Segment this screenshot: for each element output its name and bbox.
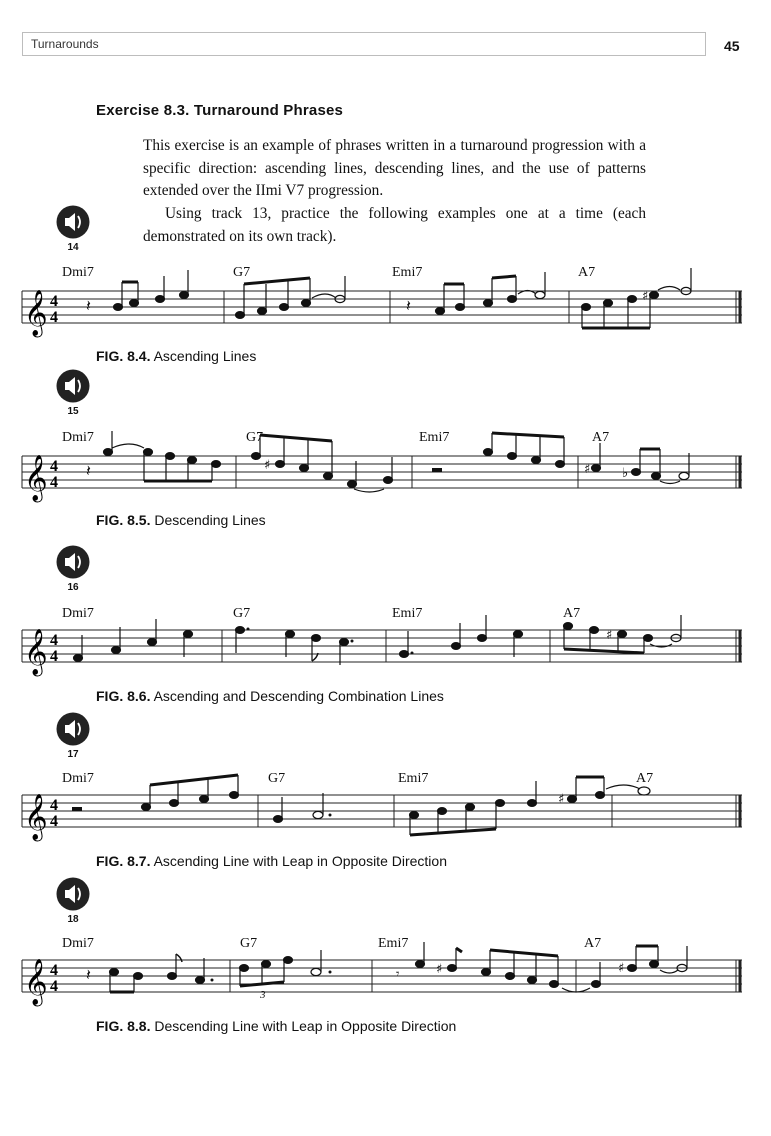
chord-symbol: A7: [592, 430, 610, 445]
chord-symbol: A7: [563, 606, 581, 621]
svg-text:♯: ♯: [436, 962, 443, 977]
figure-caption: [96, 688, 444, 704]
time-signature-bottom: 4: [50, 648, 58, 665]
time-signature-bottom: 4: [50, 309, 58, 326]
figure-caption: [96, 853, 447, 869]
svg-text:♯: ♯: [584, 462, 591, 477]
exercise-name: Turnaround Phrases: [193, 102, 344, 119]
figure-title: Ascending and Descending Combination Lines: [153, 688, 444, 704]
header-title: Turnarounds: [31, 37, 99, 51]
svg-text:♭: ♭: [622, 466, 629, 481]
svg-text:𝄽: 𝄽: [406, 296, 411, 315]
svg-text:♯: ♯: [618, 961, 625, 976]
figure-caption: [96, 1018, 456, 1034]
figure-title: Ascending Line with Leap in Opposite Direction: [153, 853, 447, 869]
chord-symbol: G7: [268, 771, 286, 786]
svg-text:𝄾: 𝄾: [396, 967, 400, 982]
time-signature-bottom: 4: [50, 978, 58, 995]
track-number: 15: [67, 406, 79, 417]
speaker-icon[interactable]: [56, 369, 90, 403]
speaker-icon[interactable]: [56, 877, 90, 911]
chord-symbol: G7: [233, 265, 251, 280]
treble-clef-icon: 𝄞: [24, 794, 48, 840]
treble-clef-icon: 𝄞: [24, 629, 48, 675]
svg-text:𝄽: 𝄽: [86, 965, 91, 984]
figure-number: FIG. 8.4.: [96, 348, 151, 364]
chord-symbol: A7: [584, 936, 602, 951]
chord-symbol: Dmi7: [62, 430, 94, 445]
chord-symbol: Emi7: [392, 606, 423, 621]
figure-number: FIG. 8.8.: [96, 1018, 151, 1034]
figure-caption: [96, 348, 256, 364]
chord-symbol: A7: [578, 265, 596, 280]
treble-clef-icon: 𝄞: [24, 455, 48, 501]
chord-symbol: G7: [246, 430, 264, 445]
chord-symbol: Emi7: [392, 265, 423, 280]
speaker-icon[interactable]: [56, 205, 90, 239]
chord-symbol: Emi7: [419, 430, 450, 445]
track-number: 16: [67, 582, 79, 593]
track-number: 17: [67, 749, 79, 760]
svg-text:♯: ♯: [558, 792, 565, 807]
track-number: 18: [67, 914, 79, 925]
speaker-icon[interactable]: [56, 712, 90, 746]
page-number: 45: [724, 38, 740, 54]
running-header: [22, 32, 706, 56]
time-signature-top: 4: [50, 962, 58, 979]
treble-clef-icon: 𝄞: [24, 959, 48, 1005]
exercise-title: [96, 102, 343, 119]
exercise-paragraph-1: This exercise is an example of phrases written in a turnaround progression with a specific direction: ascending lines, descending lines, and the use of patterns extended over the IImi V7 progression.: [143, 137, 646, 199]
time-signature-bottom: 4: [50, 813, 58, 830]
time-signature-top: 4: [50, 797, 58, 814]
figure-title: Descending Line with Leap in Opposite Direction: [154, 1018, 457, 1034]
chord-symbol: Emi7: [378, 936, 409, 951]
chord-symbol: Dmi7: [62, 606, 94, 621]
figure-number: FIG. 8.7.: [96, 853, 151, 869]
exercise-paragraph-2: Using track 13, practice the following examples one at a time (each demonstrated on its own track).: [143, 205, 646, 245]
chord-symbol: G7: [240, 936, 258, 951]
svg-text:♯: ♯: [606, 628, 613, 643]
figure-title: Ascending Lines: [153, 348, 257, 364]
chord-symbol: Dmi7: [62, 265, 94, 280]
figure-number: FIG. 8.6.: [96, 688, 151, 704]
time-signature-bottom: 4: [50, 474, 58, 491]
exercise-number: Exercise 8.3.: [96, 102, 190, 119]
time-signature-top: 4: [50, 632, 58, 649]
chord-symbol: Dmi7: [62, 936, 94, 951]
chord-symbol: A7: [636, 771, 654, 786]
speaker-icon[interactable]: [56, 545, 90, 579]
svg-text:𝄽: 𝄽: [86, 296, 91, 315]
chord-symbol: Emi7: [398, 771, 429, 786]
figure-number: FIG. 8.5.: [96, 512, 151, 528]
triplet-marker: 3: [260, 989, 266, 1001]
chord-symbol: G7: [233, 606, 251, 621]
treble-clef-icon: 𝄞: [24, 290, 48, 336]
figure-caption: [96, 512, 266, 528]
svg-text:♯: ♯: [642, 289, 649, 304]
chord-symbol: Dmi7: [62, 771, 94, 786]
time-signature-top: 4: [50, 293, 58, 310]
svg-text:𝄽: 𝄽: [86, 461, 91, 480]
track-number: 14: [67, 242, 79, 253]
time-signature-top: 4: [50, 458, 58, 475]
svg-text:♯: ♯: [264, 458, 271, 473]
figure-title: Descending Lines: [154, 512, 266, 528]
